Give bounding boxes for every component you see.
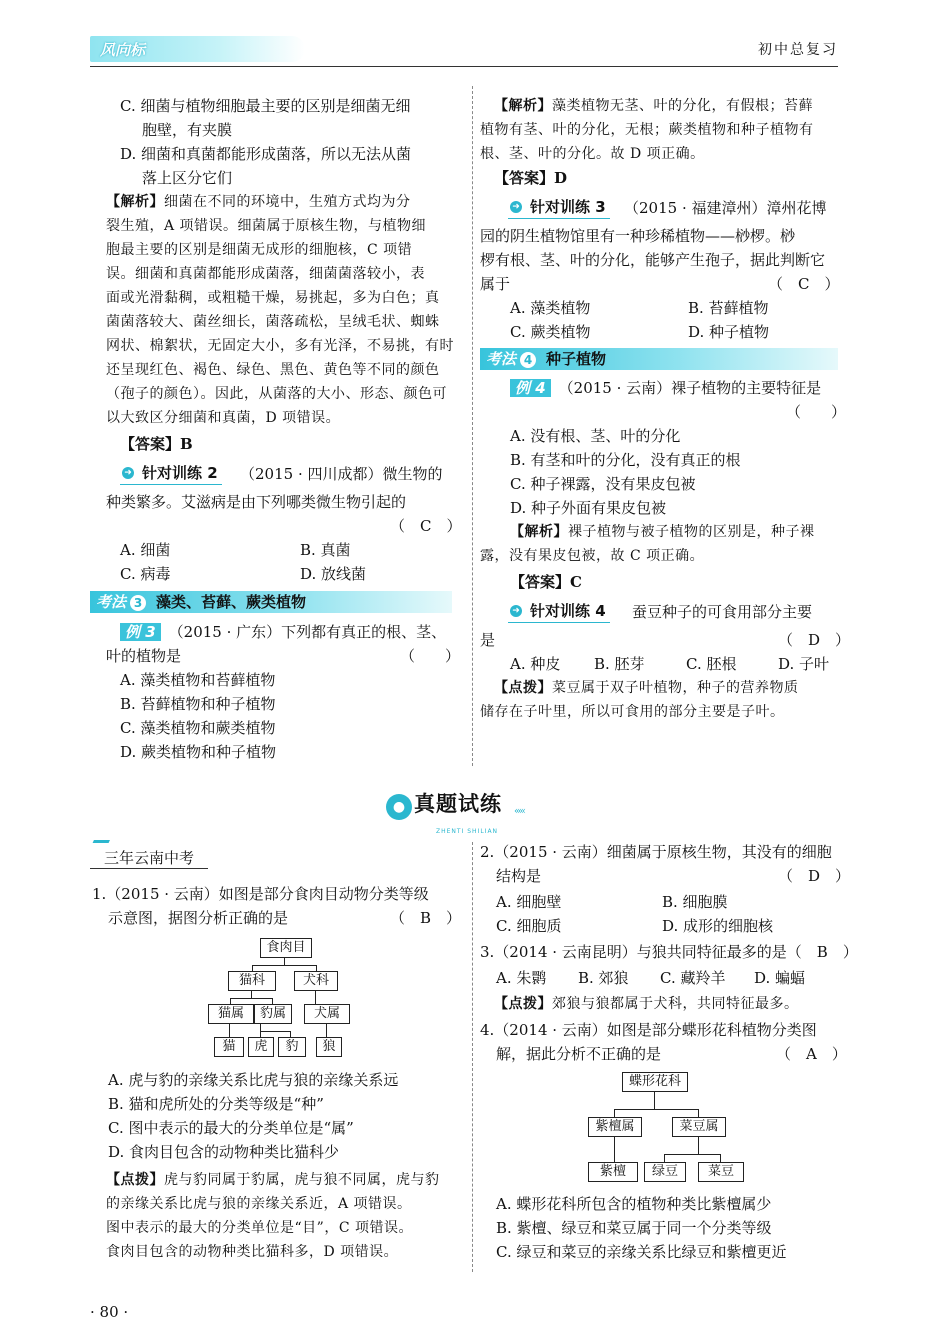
q2-answer: （ D ） <box>778 867 851 885</box>
analysis-line: （孢子的颜色）。因此，从菌落的大小、形态、颜色可 <box>106 386 447 402</box>
example-3-option-b: B. 苔藓植物和种子植物 <box>120 695 276 713</box>
q4-option-c: C. 绿豆和菜豆的亲缘关系比绿豆和紫檀更近 <box>496 1243 787 1261</box>
analysis-label: 【解析】 <box>106 194 164 210</box>
example-tag: 例 3 <box>120 623 161 641</box>
example-3-option-c: C. 藻类植物和蕨类植物 <box>120 719 276 737</box>
q1-option-c: C. 图中表示的最大的分类单位是“属” <box>108 1119 354 1137</box>
analysis2-line: 露，没有果皮包被，故 C 项正确。 <box>480 548 705 564</box>
tree-node-l2: 紫檀 <box>588 1162 638 1182</box>
analysis-line: 根、茎、叶的分化。故 D 项正确。 <box>480 146 705 162</box>
arrows-icon: ‹‹‹‹‹ <box>514 806 524 817</box>
tip-label: 【点拨】 <box>106 1172 164 1188</box>
tree-node-l2: 绿豆 <box>644 1162 686 1182</box>
tip-line: 图中表示的最大的分类单位是“目”，C 项错误。 <box>106 1220 413 1236</box>
analysis2-line-0: 【解析】裸子植物与被子植物的区别是，种子裸 <box>510 524 815 540</box>
q3-option-b: B. 郊狼 <box>578 969 629 987</box>
analysis-line: 胞最主要的区别是细菌无成形的细胞核，C 项错 <box>106 242 413 258</box>
q3-line1: 3.（2014 · 云南昆明）与狼共同特征最多的是（ B ） <box>480 943 858 961</box>
tree-node-l3: 豹 <box>278 1037 306 1057</box>
q4-line2: 解，据此分析不正确的是 <box>496 1045 662 1063</box>
train3-question-line2: 园的阴生植物馆里有一种珍稀植物——桫椤。桫 <box>480 227 796 245</box>
header-divider <box>90 66 838 67</box>
analysis-label: 【解析】 <box>510 524 568 540</box>
tree-node-l2: 菜豆 <box>698 1162 744 1182</box>
tree-node-root: 食肉目 <box>260 938 312 958</box>
tip-label: 【点拨】 <box>494 680 552 696</box>
train2-option-c: C. 病毒 <box>120 565 171 583</box>
tree-node-l1: 犬科 <box>294 971 338 991</box>
tip-label: 【点拨】 <box>494 996 552 1012</box>
q2-option-a: A. 细胞壁 <box>496 893 562 911</box>
q3-tip: 【点拨】郊狼与狼都属于犬科，共同特征最多。 <box>494 996 799 1012</box>
tip-line: 食肉目包含的动物种类比猫科多，D 项错误。 <box>106 1244 399 1260</box>
answer-b: 【答案】B <box>120 435 193 453</box>
tip-line-0: 【点拨】菜豆属于双子叶植物，种子的营养物质 <box>494 680 799 696</box>
tree-node-root: 蝶形花科 <box>622 1072 688 1092</box>
train4-option-a: A. 种皮 <box>510 655 561 673</box>
train4-question-line2: 是 <box>480 631 496 649</box>
example-3-answer: （ ） <box>400 647 461 665</box>
analysis-line: 网状、棉絮状，无固定大小，多有光泽，不易挑，有时 <box>106 338 454 354</box>
analysis-line: 还呈现红色、褐色、绿色、黑色、黄色等不同的颜色 <box>106 362 440 378</box>
example-4-line1: 例 4 （2015 · 云南）裸子植物的主要特征是 <box>510 376 821 400</box>
q2-option-b: B. 细胞膜 <box>662 893 728 911</box>
analysis-line: 面或光滑黏稠，或粗糙干燥，易挑起，多为白色；真 <box>106 290 440 306</box>
analysis-label: 【解析】 <box>494 98 552 114</box>
section-3-heading: 考法 3 藻类、苔藓、蕨类植物 <box>90 591 452 613</box>
zhenti-title: 真题试练 <box>414 791 502 816</box>
analysis-line: 裂生殖，A 项错误。细菌属于原核生物，与植物细 <box>106 218 427 234</box>
example-3-line2: 叶的植物是 <box>106 647 182 665</box>
train3-option-d: D. 种子植物 <box>688 323 770 341</box>
train4-option-d: D. 子叶 <box>778 655 830 673</box>
tree-node-l2: 猫属 <box>208 1004 254 1024</box>
three-year-heading: 三年云南中考 <box>90 846 208 869</box>
header-title: 初中总复习 <box>758 42 838 58</box>
analysis-line: 以大致区分细菌和真菌，D 项错误。 <box>106 410 341 426</box>
q1-option-d: D. 食肉目包含的动物种类比猫科少 <box>108 1143 340 1161</box>
train4-badge: ➜ 针对训练 4 <box>508 600 610 623</box>
train2-question-line2: 种类繁多。艾滋病是由下列哪类微生物引起的 <box>106 493 407 511</box>
example-3-option-d: D. 蕨类植物和种子植物 <box>120 743 277 761</box>
zhenti-heading <box>386 790 546 835</box>
analysis-line: 误。细菌和真菌都能形成菌落，细菌菌落较小，表 <box>106 266 425 282</box>
train2-answer: （ C ） <box>390 517 462 535</box>
train3-option-a: A. 藻类植物 <box>510 299 591 317</box>
train4-answer: （ D ） <box>778 631 851 649</box>
q4-option-a: A. 蝶形花科所包含的植物种类比紫檀属少 <box>496 1195 772 1213</box>
train3-badge: ➜ 针对训练 3 <box>508 196 610 219</box>
train3-answer: （ C ） <box>768 275 840 293</box>
train2-option-a: A. 细菌 <box>120 541 171 559</box>
brand-logo: 风向标 <box>100 41 146 59</box>
q2-option-d: D. 成形的细胞核 <box>662 917 774 935</box>
q4-option-b: B. 紫檀、绿豆和菜豆属于同一个分类等级 <box>496 1219 772 1237</box>
q3-option-c: C. 藏羚羊 <box>660 969 726 987</box>
option-c-line2: 胞壁，有夹膜 <box>142 121 233 139</box>
q3-option-a: A. 朱鹮 <box>496 969 547 987</box>
train2-badge: ➜ 针对训练 2 <box>120 462 222 485</box>
q2-line1: 2.（2015 · 云南）细菌属于原核生物，其没有的细胞 <box>480 843 832 861</box>
q1-answer: （ B ） <box>390 909 462 927</box>
tree-node-l2: 犬属 <box>304 1004 350 1024</box>
tree-node-l3: 猫 <box>214 1037 244 1057</box>
train2-option-d: D. 放线菌 <box>300 565 367 583</box>
example-3-line1: 例 3 （2015 · 广东）下列都有真正的根、茎、 <box>120 620 446 644</box>
option-d-line2: 落上区分它们 <box>142 169 233 187</box>
example-4-option-d: D. 种子外面有果皮包被 <box>510 499 667 517</box>
example-3-option-a: A. 藻类植物和苔藓植物 <box>120 671 276 689</box>
arrow-icon: ➜ <box>510 605 522 617</box>
column-divider <box>472 86 473 766</box>
train2-option-b: B. 真菌 <box>300 541 351 559</box>
answer-c: 【答案】C <box>510 573 582 591</box>
analysis-line: 植物有茎、叶的分化，无根；蕨类植物和种子植物有 <box>480 122 814 138</box>
tip-line-0: 【点拨】虎与豹同属于豹属，虎与狼不同属，虎与豹 <box>106 1172 440 1188</box>
q1-option-b: B. 猫和虎所处的分类等级是“种” <box>108 1095 324 1113</box>
tree-node-l1: 猫科 <box>228 971 276 991</box>
example-4-option-b: B. 有茎和叶的分化，没有真正的根 <box>510 451 741 469</box>
train3-question-line1: （2015 · 福建漳州）漳州花博 <box>624 199 827 217</box>
tip-line: 储存在子叶里，所以可食用的部分主要是子叶。 <box>480 704 785 720</box>
example-4-option-c: C. 种子裸露，没有果皮包被 <box>510 475 696 493</box>
tree-node-l2: 豹属 <box>254 1004 292 1024</box>
analysis-line-0: 【解析】藻类植物无茎、叶的分化，有假根；苔藓 <box>494 98 813 114</box>
tree-node-l3: 虎 <box>248 1037 274 1057</box>
tip-line: 的亲缘关系比虎与狼的亲缘关系近，A 项错误。 <box>106 1196 412 1212</box>
train3-question-line4: 属于 <box>480 275 511 293</box>
q1-option-a: A. 虎与豹的亲缘关系比虎与狼的亲缘关系远 <box>108 1071 399 1089</box>
train2-question-line1: （2015 · 四川成都）微生物的 <box>240 465 443 483</box>
q2-line2: 结构是 <box>496 867 542 885</box>
arrow-icon: ➜ <box>122 467 134 479</box>
q2-option-c: C. 细胞质 <box>496 917 562 935</box>
train4-option-b: B. 胚芽 <box>594 655 645 673</box>
example-4-option-a: A. 没有根、茎、叶的分化 <box>510 427 681 445</box>
analysis-line: 菌菌落较大、菌丝细长，菌落疏松，呈绒毛状、蜘蛛 <box>106 314 440 330</box>
magnifier-icon: ● <box>386 794 412 820</box>
q4-line1: 4.（2014 · 云南）如图是部分蝶形花科植物分类图 <box>480 1021 817 1039</box>
q1-line1: 1.（2015 · 云南）如图是部分食肉目动物分类等级 <box>92 885 429 903</box>
option-c-line1: C. 细菌与植物细胞最主要的区别是细菌无细 <box>120 97 411 115</box>
zhenti-subtitle: ZHENTI SHILIAN <box>436 828 499 835</box>
q3-option-d: D. 蝙蝠 <box>754 969 806 987</box>
train4-option-c: C. 胚根 <box>686 655 737 673</box>
section-4-heading: 考法 4 种子植物 <box>480 348 838 370</box>
train3-option-b: B. 苔藓植物 <box>688 299 769 317</box>
option-d-line1: D. 细菌和真菌都能形成菌落，所以无法从菌 <box>120 145 412 163</box>
tree-node-l3: 狼 <box>316 1037 342 1057</box>
tree-node-l1: 菜豆属 <box>672 1117 726 1137</box>
example-tag: 例 4 <box>510 379 551 397</box>
q1-line2: 示意图，据图分析正确的是 <box>108 909 289 927</box>
analysis-line-0: 【解析】细菌在不同的环境中，生殖方式均为分 <box>106 194 411 210</box>
q4-answer: （ A ） <box>776 1045 847 1063</box>
column-divider-bottom <box>472 842 473 1272</box>
answer-d: 【答案】D <box>494 169 568 187</box>
train3-question-line3: 椤有根、茎、叶的分化，能够产生孢子，据此判断它 <box>480 251 826 269</box>
arrow-icon: ➜ <box>510 201 522 213</box>
page-number: · 80 · <box>90 1303 129 1321</box>
tree-node-l1: 紫檀属 <box>588 1117 642 1137</box>
train3-option-c: C. 蕨类植物 <box>510 323 591 341</box>
train4-question-line1: 蚕豆种子的可食用部分主要 <box>632 603 813 621</box>
example-4-answer: （ ） <box>786 403 847 421</box>
